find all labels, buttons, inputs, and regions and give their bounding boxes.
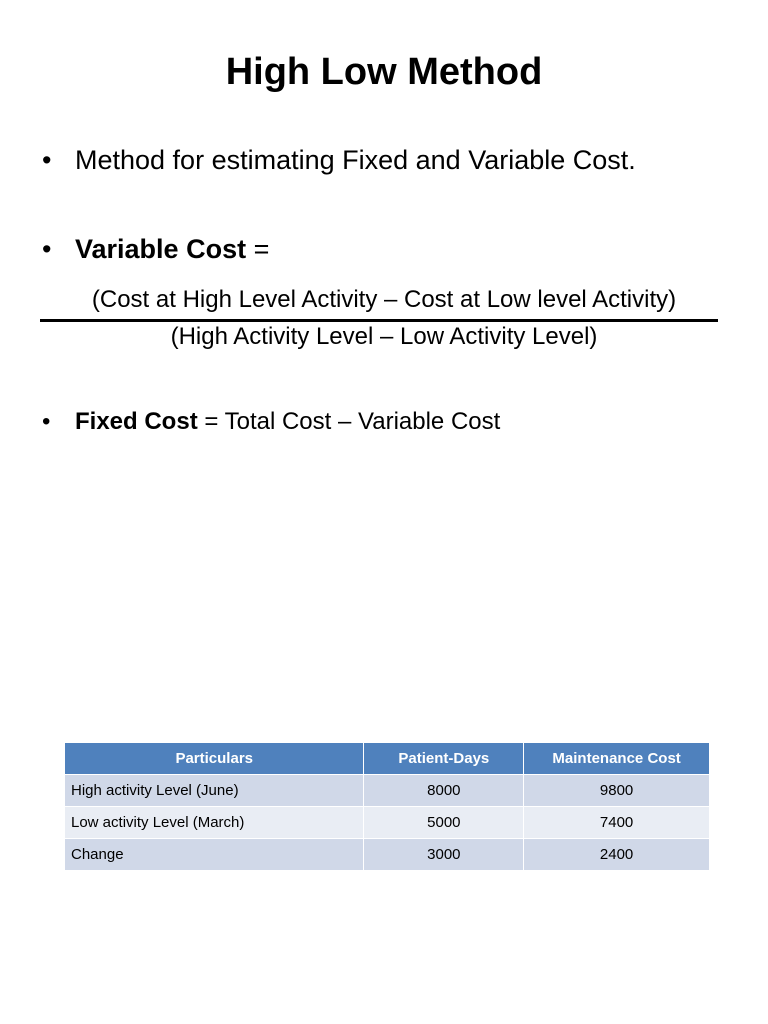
table-row: [65, 839, 710, 871]
cost-table: [64, 742, 710, 871]
bullet-method-text: Method for estimating Fixed and Variable Cost.: [75, 145, 636, 175]
table-header-row: [65, 743, 710, 775]
table-cell: 5000: [364, 807, 524, 839]
fixed-cost-label: Fixed Cost: [75, 408, 198, 435]
formula-denominator: (High Activity Level – Low Activity Level): [170, 323, 598, 350]
bullet-fixed-cost: [42, 403, 682, 441]
table-row: [65, 807, 710, 839]
table-cell: 7400: [524, 807, 710, 839]
bullet-dot: •: [42, 234, 52, 264]
variable-cost-equals: =: [246, 234, 270, 264]
table-row: [65, 775, 710, 807]
bullet-method: [42, 140, 682, 181]
bullet-dot: •: [42, 145, 52, 175]
table-cell: 3000: [364, 839, 524, 871]
slide-title: High Low Method: [225, 51, 543, 93]
table-cell: High activity Level (June): [65, 775, 364, 807]
header-particulars: Particulars: [65, 743, 364, 775]
header-patient-days: Patient-Days: [364, 743, 524, 775]
table-cell: Low activity Level (March): [65, 807, 364, 839]
bullet-fixed-cost-text: [75, 403, 682, 441]
header-maintenance-cost: Maintenance Cost: [524, 743, 710, 775]
table-cell: 9800: [524, 775, 710, 807]
table-cell: 8000: [364, 775, 524, 807]
bullet-dot: •: [42, 408, 51, 435]
fixed-cost-formula: = Total Cost – Variable Cost: [197, 408, 501, 435]
table-cell: Change: [65, 839, 364, 871]
variable-cost-label: Variable Cost: [75, 234, 247, 264]
formula-numerator: (Cost at High Level Activity – Cost at Low level Activity): [91, 286, 677, 313]
table-cell: 2400: [524, 839, 710, 871]
bullet-variable-cost: [42, 229, 682, 270]
bullet-variable-cost-text: [75, 229, 682, 270]
